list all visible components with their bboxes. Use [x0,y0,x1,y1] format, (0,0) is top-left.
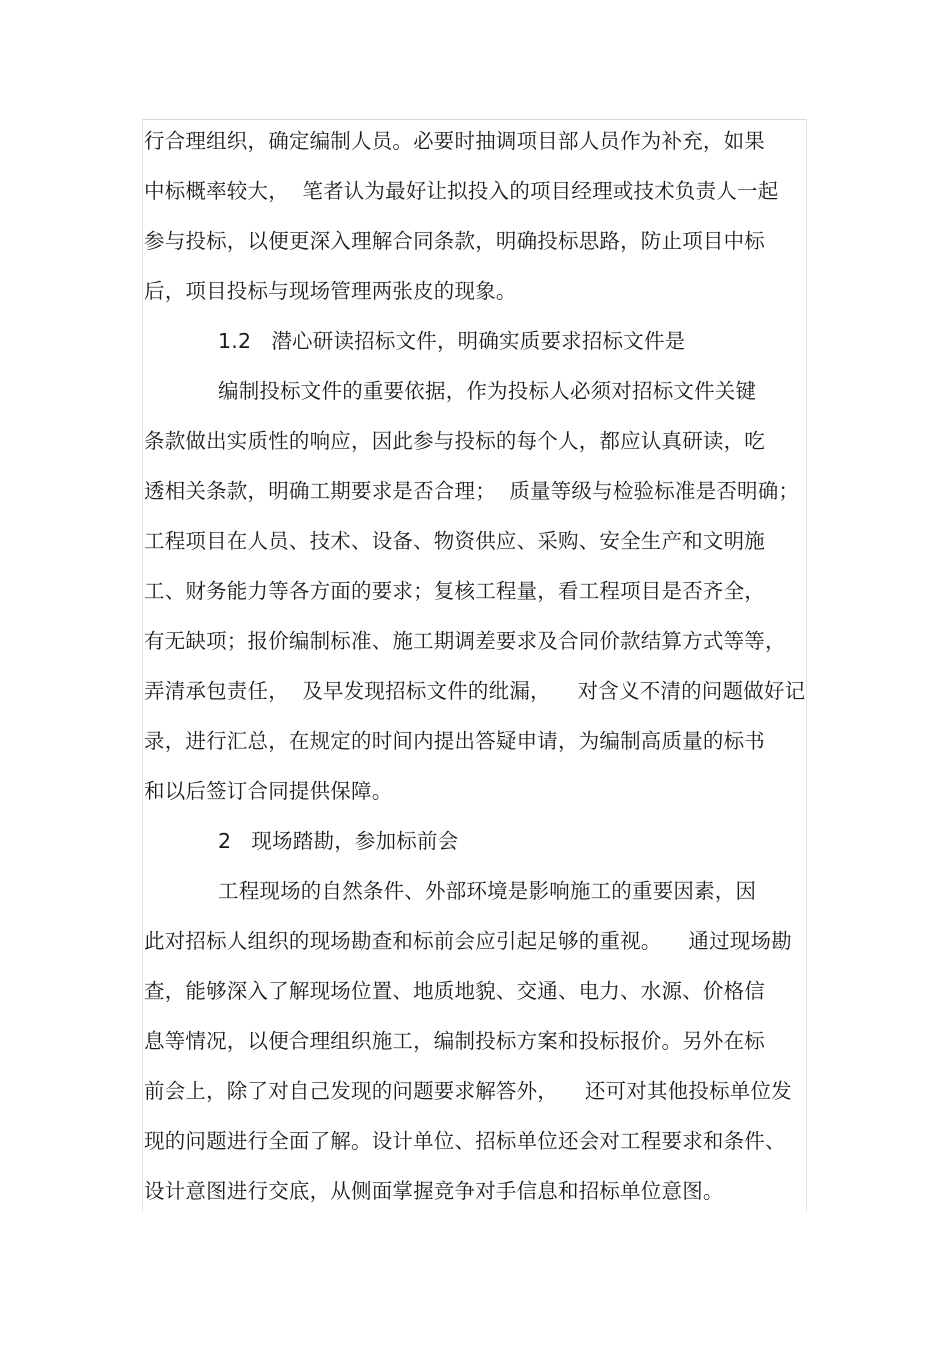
text-line: 息等情况，以便合理组织施工，编制投标方案和投标报价。另外在标 [144,1029,765,1053]
text-line: 中标概率较大， 笔者认为最好让拟投入的项目经理或技术负责人一起 [144,179,779,203]
text-line: 弄清承包责任， 及早发现招标文件的纰漏， 对含义不清的问题做好记 [144,679,806,703]
text-line: 前会上，除了对自己发现的问题要求解答外， 还可对其他投标单位发 [144,1079,792,1103]
text-line: 参与投标，以便更深入理解合同条款，明确投标思路，防止项目中标 [144,229,765,253]
paragraph-first-line: 工程现场的自然条件、外部环境是影响施工的重要因素，因 [218,879,757,903]
text-line: 透相关条款，明确工期要求是否合理； 质量等级与检验标准是否明确； [144,479,800,503]
text-line: 工、财务能力等各方面的要求；复核工程量，看工程项目是否齐全， [144,579,765,603]
section-heading-1-2: 1.2 潜心研读招标文件，明确实质要求招标文件是 [218,329,686,353]
section-heading-2: 2 现场踏勘，参加标前会 [218,829,459,853]
text-line: 录，进行汇总，在规定的时间内提出答疑申请，为编制高质量的标书 [144,729,765,753]
text-line: 设计意图进行交底，从侧面掌握竞争对手信息和招标单位意图。 [144,1179,724,1203]
text-line: 工程项目在人员、技术、设备、物资供应、采购、安全生产和文明施 [144,529,765,553]
text-line: 条款做出实质性的响应，因此参与投标的每个人，都应认真研读，吃 [144,429,765,453]
text-line: 和以后签订合同提供保障。 [144,779,393,803]
paragraph-first-line: 编制投标文件的重要依据，作为投标人必须对招标文件关键 [218,379,757,403]
text-line: 有无缺项；报价编制标准、施工期调差要求及合同价款结算方式等等， [144,629,786,653]
text-line: 后，项目投标与现场管理两张皮的现象。 [144,279,517,303]
text-line: 行合理组织，确定编制人员。必要时抽调项目部人员作为补充，如果 [144,129,765,153]
text-line: 现的问题进行全面了解。设计单位、招标单位还会对工程要求和条件、 [144,1129,786,1153]
text-line: 查，能够深入了解现场位置、地质地貌、交通、电力、水源、价格信 [144,979,765,1003]
text-line: 此对招标人组织的现场勘查和标前会应引起足够的重视。 通过现场勘 [144,929,792,953]
